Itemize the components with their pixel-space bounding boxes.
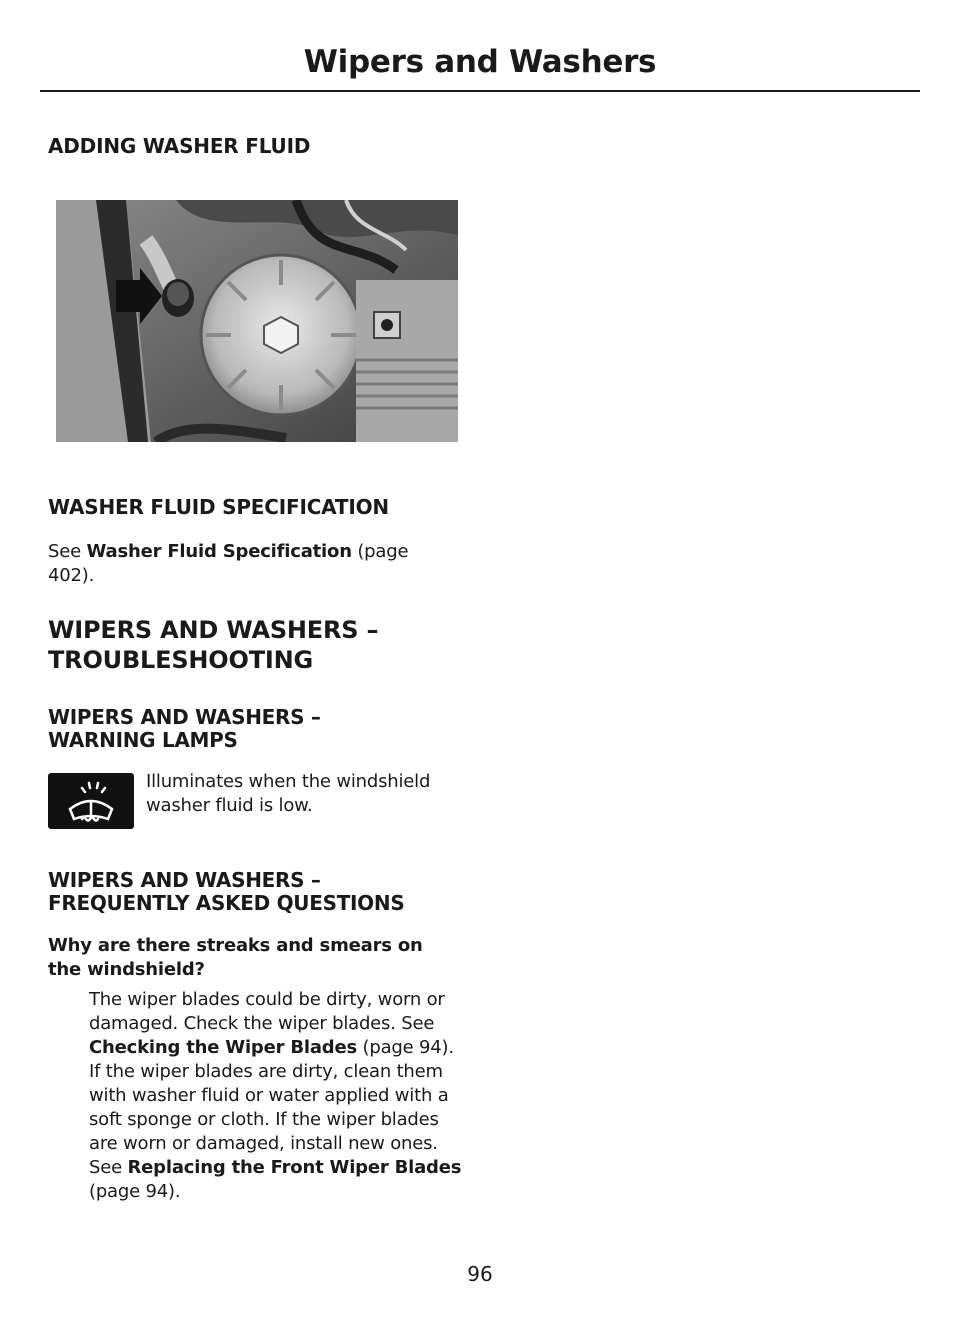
- replacing-front-wiper-blades-link[interactable]: Replacing the Front Wiper Blades: [127, 1157, 462, 1178]
- page-title: Wipers and Washers: [303, 44, 657, 80]
- header-rule: [40, 90, 920, 92]
- warning-lamp-description: Illuminates when the windshield washer fluid is low.: [146, 771, 431, 816]
- washer-fluid-low-icon: [48, 773, 134, 829]
- faq-question: Why are there streaks and smears on the windshield?: [48, 935, 423, 980]
- warning-lamps-heading: WIPERS AND WASHERS – WARNING LAMPS: [48, 705, 321, 752]
- troubleshooting-heading: WIPERS AND WASHERS – TROUBLESHOOTING: [48, 616, 379, 674]
- faq-heading: WIPERS AND WASHERS – FREQUENTLY ASKED QUESTIONS: [48, 868, 405, 915]
- adding-washer-fluid-heading: ADDING WASHER FLUID: [48, 134, 311, 158]
- page-number: 96: [467, 1262, 493, 1286]
- washer-fluid-specification-link[interactable]: Washer Fluid Specification: [86, 541, 352, 562]
- checking-wiper-blades-link[interactable]: Checking the Wiper Blades: [89, 1037, 358, 1058]
- washer-fluid-specification-text: See Washer Fluid Specification (page 402).: [48, 541, 409, 586]
- washer-fluid-specification-heading: WASHER FLUID SPECIFICATION: [48, 495, 389, 519]
- engine-bay-photo: [56, 200, 458, 442]
- faq-answer: The wiper blades could be dirty, worn or damaged. Check the wiper blades. See Checking the Wiper Blades (page 94). If the wiper blades are dirty, clean them with washer fluid or water applied with a soft sponge or cloth. If the wiper blades are worn or damaged, install new ones. See Replacing the Front Wiper Blades (page 94).: [89, 989, 462, 1202]
